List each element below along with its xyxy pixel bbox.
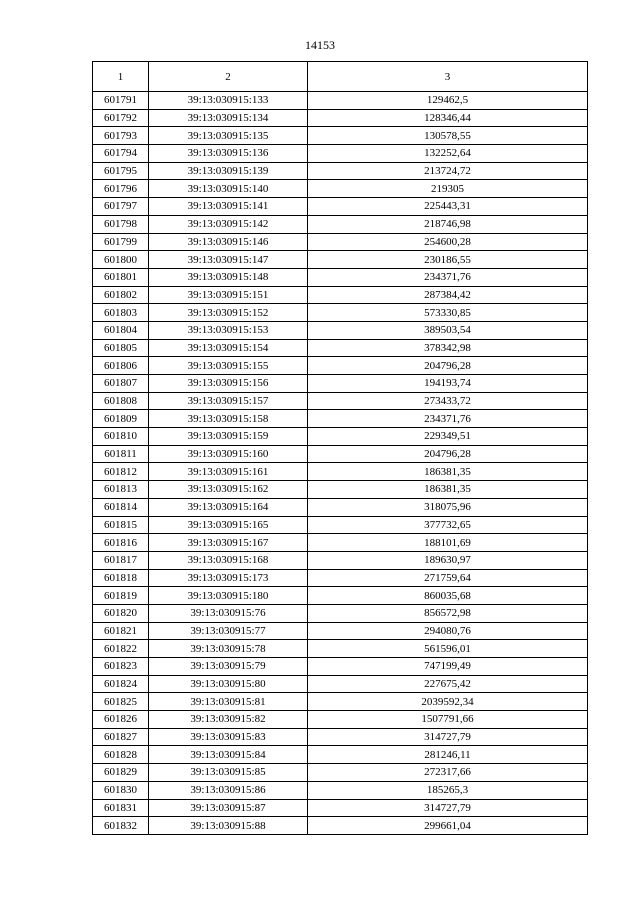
table-row bbox=[93, 604, 588, 622]
page-number: 14153 bbox=[305, 38, 335, 52]
cell-cadastral-id: 39:13:030915:141 bbox=[149, 198, 308, 216]
cell-value: 747199,49 bbox=[308, 658, 588, 676]
table-row bbox=[93, 339, 588, 357]
cell-value: 860035,68 bbox=[308, 587, 588, 605]
cell-cadastral-id: 39:13:030915:157 bbox=[149, 392, 308, 410]
table-row bbox=[93, 764, 588, 782]
table-row bbox=[93, 92, 588, 110]
table-row bbox=[93, 304, 588, 322]
table-row bbox=[93, 410, 588, 428]
cell-value: 204796,28 bbox=[308, 357, 588, 375]
cell-cadastral-id: 39:13:030915:84 bbox=[149, 746, 308, 764]
table-row bbox=[93, 534, 588, 552]
table-row bbox=[93, 693, 588, 711]
cell-cadastral-id: 39:13:030915:86 bbox=[149, 781, 308, 799]
column-header-value: 3 bbox=[308, 62, 588, 92]
cell-number: 601797 bbox=[93, 198, 149, 216]
cell-cadastral-id: 39:13:030915:87 bbox=[149, 799, 308, 817]
table-row bbox=[93, 658, 588, 676]
cell-value: 185265,3 bbox=[308, 781, 588, 799]
cell-value: 856572,98 bbox=[308, 604, 588, 622]
cell-number: 601811 bbox=[93, 445, 149, 463]
column-header-cadastral-id: 2 bbox=[149, 62, 308, 92]
cell-number: 601817 bbox=[93, 551, 149, 569]
cell-value: 218746,98 bbox=[308, 215, 588, 233]
cell-cadastral-id: 39:13:030915:135 bbox=[149, 127, 308, 145]
cell-value: 281246,11 bbox=[308, 746, 588, 764]
cell-cadastral-id: 39:13:030915:154 bbox=[149, 339, 308, 357]
cell-cadastral-id: 39:13:030915:133 bbox=[149, 92, 308, 110]
table-row bbox=[93, 375, 588, 393]
table-row bbox=[93, 145, 588, 163]
cell-value: 129462,5 bbox=[308, 92, 588, 110]
cell-value: 273433,72 bbox=[308, 392, 588, 410]
cell-value: 271759,64 bbox=[308, 569, 588, 587]
cell-number: 601792 bbox=[93, 109, 149, 127]
table-row bbox=[93, 445, 588, 463]
cell-value: 234371,76 bbox=[308, 410, 588, 428]
cell-value: 2039592,34 bbox=[308, 693, 588, 711]
cell-value: 377732,65 bbox=[308, 516, 588, 534]
cell-cadastral-id: 39:13:030915:142 bbox=[149, 215, 308, 233]
cell-cadastral-id: 39:13:030915:80 bbox=[149, 675, 308, 693]
cell-cadastral-id: 39:13:030915:167 bbox=[149, 534, 308, 552]
cell-value: 132252,64 bbox=[308, 145, 588, 163]
cell-number: 601801 bbox=[93, 268, 149, 286]
cell-number: 601812 bbox=[93, 463, 149, 481]
table-row bbox=[93, 268, 588, 286]
table-row bbox=[93, 215, 588, 233]
cell-value: 227675,42 bbox=[308, 675, 588, 693]
table-row bbox=[93, 463, 588, 481]
cell-cadastral-id: 39:13:030915:159 bbox=[149, 428, 308, 446]
cell-value: 234371,76 bbox=[308, 268, 588, 286]
cell-number: 601830 bbox=[93, 781, 149, 799]
cell-cadastral-id: 39:13:030915:158 bbox=[149, 410, 308, 428]
table-row bbox=[93, 498, 588, 516]
cell-value: 573330,85 bbox=[308, 304, 588, 322]
registry-table bbox=[92, 61, 588, 835]
table-header bbox=[93, 62, 588, 92]
cell-value: 272317,66 bbox=[308, 764, 588, 782]
cell-cadastral-id: 39:13:030915:180 bbox=[149, 587, 308, 605]
table-row bbox=[93, 781, 588, 799]
cell-value: 189630,97 bbox=[308, 551, 588, 569]
cell-value: 314727,79 bbox=[308, 799, 588, 817]
cell-number: 601795 bbox=[93, 162, 149, 180]
cell-cadastral-id: 39:13:030915:156 bbox=[149, 375, 308, 393]
table-row bbox=[93, 799, 588, 817]
cell-number: 601827 bbox=[93, 728, 149, 746]
cell-value: 389503,54 bbox=[308, 321, 588, 339]
cell-value: 204796,28 bbox=[308, 445, 588, 463]
cell-value: 561596,01 bbox=[308, 640, 588, 658]
cell-number: 601810 bbox=[93, 428, 149, 446]
table-row bbox=[93, 392, 588, 410]
table-row bbox=[93, 622, 588, 640]
cell-number: 601791 bbox=[93, 92, 149, 110]
cell-cadastral-id: 39:13:030915:152 bbox=[149, 304, 308, 322]
cell-value: 130578,55 bbox=[308, 127, 588, 145]
cell-value: 128346,44 bbox=[308, 109, 588, 127]
cell-value: 194193,74 bbox=[308, 375, 588, 393]
cell-cadastral-id: 39:13:030915:134 bbox=[149, 109, 308, 127]
cell-number: 601804 bbox=[93, 321, 149, 339]
cell-number: 601813 bbox=[93, 481, 149, 499]
table-row bbox=[93, 551, 588, 569]
cell-number: 601826 bbox=[93, 711, 149, 729]
table-row bbox=[93, 109, 588, 127]
cell-cadastral-id: 39:13:030915:140 bbox=[149, 180, 308, 198]
cell-cadastral-id: 39:13:030915:85 bbox=[149, 764, 308, 782]
table-row bbox=[93, 233, 588, 251]
table-row bbox=[93, 746, 588, 764]
cell-number: 601799 bbox=[93, 233, 149, 251]
cell-value: 219305 bbox=[308, 180, 588, 198]
cell-cadastral-id: 39:13:030915:151 bbox=[149, 286, 308, 304]
table-row bbox=[93, 640, 588, 658]
cell-value: 225443,31 bbox=[308, 198, 588, 216]
cell-value: 186381,35 bbox=[308, 463, 588, 481]
header-row bbox=[93, 62, 588, 92]
table-row bbox=[93, 127, 588, 145]
cell-value: 299661,04 bbox=[308, 817, 588, 835]
cell-number: 601798 bbox=[93, 215, 149, 233]
cell-number: 601809 bbox=[93, 410, 149, 428]
cell-value: 1507791,66 bbox=[308, 711, 588, 729]
cell-number: 601802 bbox=[93, 286, 149, 304]
cell-number: 601814 bbox=[93, 498, 149, 516]
cell-number: 601816 bbox=[93, 534, 149, 552]
cell-number: 601820 bbox=[93, 604, 149, 622]
cell-number: 601818 bbox=[93, 569, 149, 587]
cell-number: 601805 bbox=[93, 339, 149, 357]
cell-cadastral-id: 39:13:030915:76 bbox=[149, 604, 308, 622]
table-row bbox=[93, 321, 588, 339]
cell-value: 254600,28 bbox=[308, 233, 588, 251]
cell-value: 314727,79 bbox=[308, 728, 588, 746]
cell-number: 601819 bbox=[93, 587, 149, 605]
cell-value: 287384,42 bbox=[308, 286, 588, 304]
cell-number: 601800 bbox=[93, 251, 149, 269]
table-row bbox=[93, 251, 588, 269]
cell-value: 378342,98 bbox=[308, 339, 588, 357]
cell-cadastral-id: 39:13:030915:83 bbox=[149, 728, 308, 746]
cell-value: 229349,51 bbox=[308, 428, 588, 446]
cell-cadastral-id: 39:13:030915:165 bbox=[149, 516, 308, 534]
table-row bbox=[93, 428, 588, 446]
table-row bbox=[93, 817, 588, 835]
table-row bbox=[93, 198, 588, 216]
table-row bbox=[93, 569, 588, 587]
cell-value: 213724,72 bbox=[308, 162, 588, 180]
table-row bbox=[93, 728, 588, 746]
table-body bbox=[93, 92, 588, 835]
cell-number: 601796 bbox=[93, 180, 149, 198]
cell-number: 601829 bbox=[93, 764, 149, 782]
cell-cadastral-id: 39:13:030915:146 bbox=[149, 233, 308, 251]
cell-cadastral-id: 39:13:030915:77 bbox=[149, 622, 308, 640]
cell-number: 601821 bbox=[93, 622, 149, 640]
cell-number: 601803 bbox=[93, 304, 149, 322]
cell-cadastral-id: 39:13:030915:139 bbox=[149, 162, 308, 180]
cell-value: 294080,76 bbox=[308, 622, 588, 640]
table-row bbox=[93, 587, 588, 605]
cell-cadastral-id: 39:13:030915:148 bbox=[149, 268, 308, 286]
column-header-number: 1 bbox=[93, 62, 149, 92]
cell-cadastral-id: 39:13:030915:153 bbox=[149, 321, 308, 339]
cell-number: 601828 bbox=[93, 746, 149, 764]
table-row bbox=[93, 357, 588, 375]
cell-number: 601807 bbox=[93, 375, 149, 393]
cell-number: 601794 bbox=[93, 145, 149, 163]
cell-number: 601825 bbox=[93, 693, 149, 711]
cell-cadastral-id: 39:13:030915:168 bbox=[149, 551, 308, 569]
table-row bbox=[93, 481, 588, 499]
cell-cadastral-id: 39:13:030915:155 bbox=[149, 357, 308, 375]
cell-number: 601823 bbox=[93, 658, 149, 676]
cell-cadastral-id: 39:13:030915:161 bbox=[149, 463, 308, 481]
cell-cadastral-id: 39:13:030915:81 bbox=[149, 693, 308, 711]
table-row bbox=[93, 286, 588, 304]
table-row bbox=[93, 675, 588, 693]
cell-number: 601793 bbox=[93, 127, 149, 145]
cell-value: 230186,55 bbox=[308, 251, 588, 269]
cell-cadastral-id: 39:13:030915:164 bbox=[149, 498, 308, 516]
table-row bbox=[93, 162, 588, 180]
table-row bbox=[93, 516, 588, 534]
cell-cadastral-id: 39:13:030915:147 bbox=[149, 251, 308, 269]
cell-cadastral-id: 39:13:030915:79 bbox=[149, 658, 308, 676]
cell-cadastral-id: 39:13:030915:162 bbox=[149, 481, 308, 499]
cell-number: 601822 bbox=[93, 640, 149, 658]
table-row bbox=[93, 711, 588, 729]
cell-value: 186381,35 bbox=[308, 481, 588, 499]
cell-cadastral-id: 39:13:030915:88 bbox=[149, 817, 308, 835]
cell-number: 601808 bbox=[93, 392, 149, 410]
cell-number: 601832 bbox=[93, 817, 149, 835]
cell-value: 188101,69 bbox=[308, 534, 588, 552]
cell-number: 601815 bbox=[93, 516, 149, 534]
cell-number: 601824 bbox=[93, 675, 149, 693]
cell-value: 318075,96 bbox=[308, 498, 588, 516]
cell-cadastral-id: 39:13:030915:78 bbox=[149, 640, 308, 658]
table-row bbox=[93, 180, 588, 198]
cell-cadastral-id: 39:13:030915:136 bbox=[149, 145, 308, 163]
cell-number: 601806 bbox=[93, 357, 149, 375]
cell-number: 601831 bbox=[93, 799, 149, 817]
cell-cadastral-id: 39:13:030915:82 bbox=[149, 711, 308, 729]
cell-cadastral-id: 39:13:030915:173 bbox=[149, 569, 308, 587]
cell-cadastral-id: 39:13:030915:160 bbox=[149, 445, 308, 463]
